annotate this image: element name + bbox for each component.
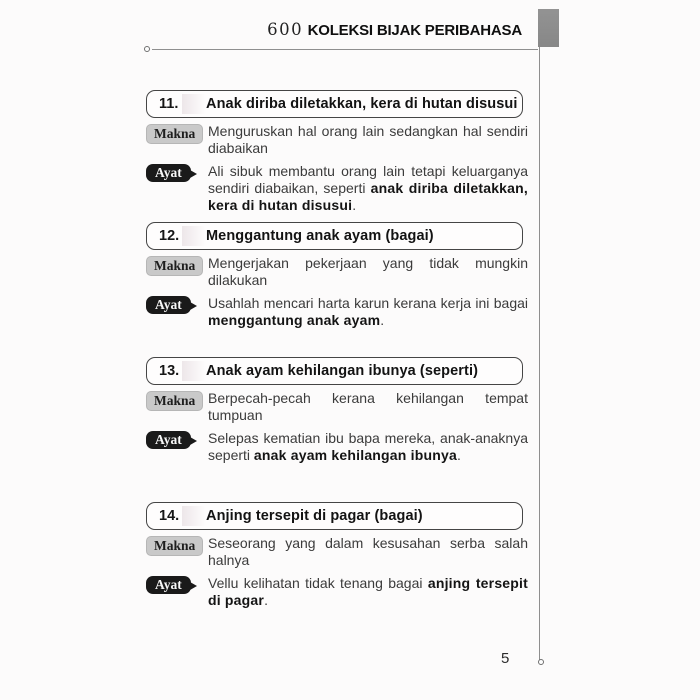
ayat-plain: Ali sibuk membantu orang lain tetapi keluarganya sendiri diabaikan, seperti [208,163,528,196]
number-shade [182,226,206,246]
proverb-number: 13. [159,363,180,379]
makna-badge: Makna [146,124,203,144]
ayat-badge: Ayat [146,296,191,314]
proverb-title: Anak ayam kehilangan ibunya (seperti) [206,363,479,379]
makna-row [146,123,528,157]
ayat-badge: Ayat [146,431,191,449]
ayat-text [208,163,528,214]
header-book-title: KOLEKSI BIJAK PERIBAHASA [307,22,522,39]
ayat-plain: Usahlah mencari harta karun kerana kerja ini bagai [208,295,528,311]
rule-endpoint-circle-left [144,46,150,52]
corner-tab [538,9,559,47]
ayat-row [146,295,528,329]
header-rule-line [152,49,538,50]
ayat-suffix: . [456,447,461,463]
makna-row [146,255,528,289]
ayat-suffix: . [264,592,268,608]
proverb-number: 14. [159,508,180,524]
proverb-entry-14 [146,502,528,609]
makna-text: Seseorang yang dalam kesusahan serba salah halnya [208,535,528,568]
ayat-suffix: . [380,312,385,328]
number-shade [182,94,206,114]
proverb-header-box [146,357,523,385]
proverb-title: Anjing tersepit di pagar (bagai) [206,508,423,524]
page-number: 5 [501,650,510,667]
ayat-badge: Ayat [146,164,191,182]
ayat-proverb-bold: menggantung anak ayam [208,312,381,328]
ayat-suffix: . [352,197,357,213]
ayat-plain: Selepas kematian ibu bapa mereka, anak-anaknya seperti [208,430,528,463]
makna-text: Berpecah-pecah kerana kehilangan tempat tumpuan [208,390,528,423]
proverb-number: 11. [159,96,179,112]
header-series-number: 600 [267,20,304,39]
makna-badge: Makna [146,536,203,556]
proverb-header-box [146,90,523,118]
ayat-plain: Vellu kelihatan tidak tenang bagai [208,575,428,591]
ayat-row [146,430,528,464]
ayat-text [208,295,528,329]
makna-row [146,535,528,569]
page-edge-vertical-line [539,47,540,660]
proverb-entry-11 [146,90,528,214]
proverb-entry-12 [146,222,528,329]
makna-row [146,390,528,424]
makna-badge: Makna [146,256,203,276]
proverb-title: Menggantung anak ayam (bagai) [206,228,434,244]
ayat-proverb-bold: anak diriba diletakkan, kera di hutan disusui [208,180,528,213]
ayat-text [208,430,528,464]
rule-endpoint-circle-bottom [538,659,544,665]
makna-text: Menguruskan hal orang lain sedangkan hal sendiri diabaikan [208,123,528,156]
makna-badge: Makna [146,391,203,411]
proverb-header-box [146,502,523,530]
makna-text: Mengerjakan pekerjaan yang tidak mungkin dilakukan [208,255,528,288]
proverb-title: Anak diriba diletakkan, kera di hutan disusui [206,96,518,112]
ayat-badge: Ayat [146,576,191,594]
proverb-entry-13 [146,357,528,464]
number-shade [182,506,206,526]
proverb-number: 12. [159,228,180,244]
ayat-text [208,575,528,609]
running-header [150,20,522,40]
ayat-row [146,575,528,609]
ayat-row [146,163,528,214]
ayat-proverb-bold: anak ayam kehilangan ibunya [253,447,457,463]
ayat-proverb-bold: anjing tersepit di pagar [208,575,528,608]
proverb-header-box [146,222,523,250]
number-shade [182,361,206,381]
